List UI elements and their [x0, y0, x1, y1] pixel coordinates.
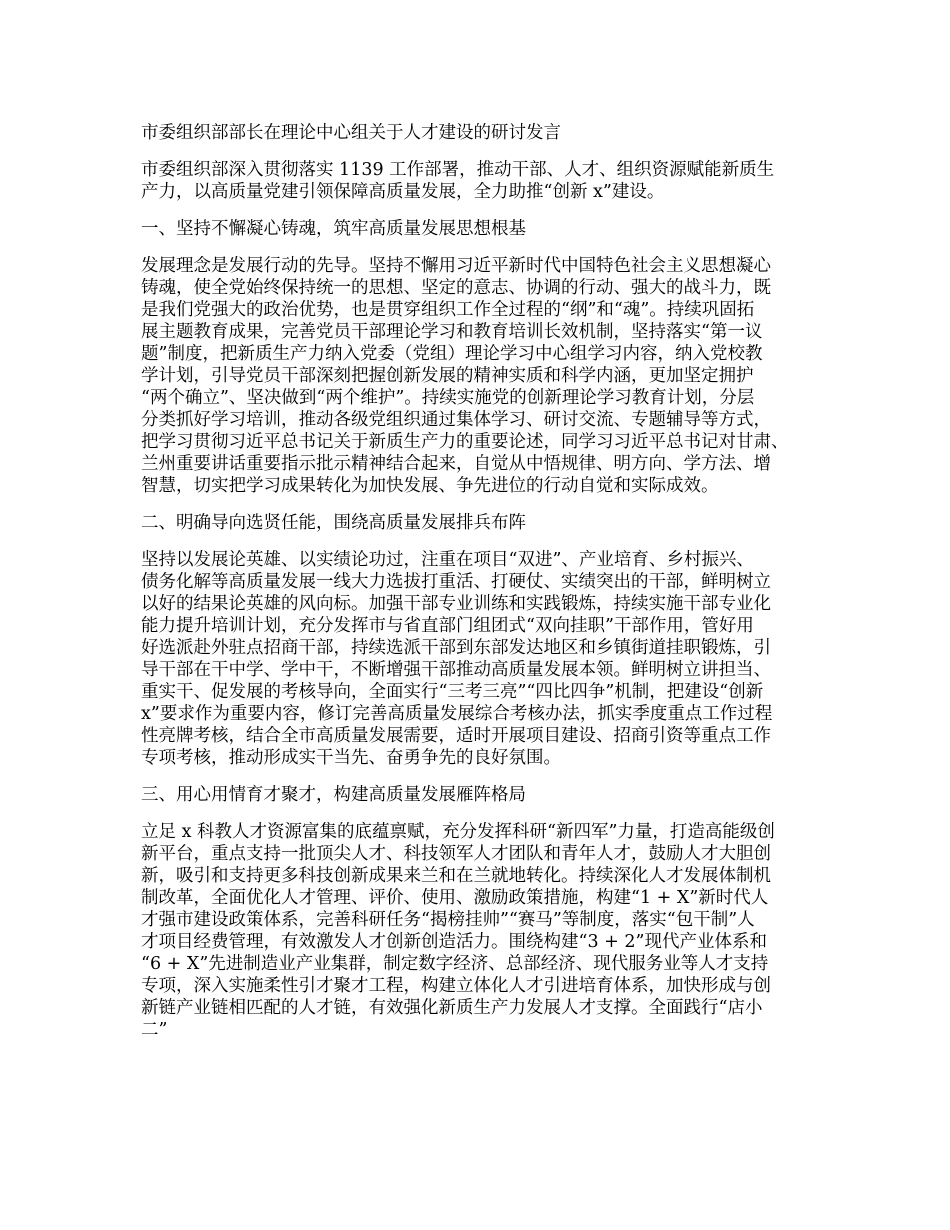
text-line: 以好的结果论英雄的风向标。加强干部专业训练和实践锻炼，持续实施干部专业化 [141, 594, 771, 614]
text-line: 性亮牌考核，结合全市高质量发展需要，适时开展项目建设、招商引资等重点工作 [141, 726, 771, 746]
text-line: 才项目经费管理，有效激发人才创新创造活力。围绕构建“3 + 2”现代产业体系和 [141, 932, 767, 952]
section-2-paragraph [141, 549, 813, 769]
text-line: 是我们党强大的政治优势，也是贯穿组织工作全过程的“纲”和“魂”。持续巩固拓 [141, 300, 755, 320]
text-line: 新链产业链相匹配的人才链，有效强化新质生产力发展人才支撑。全面践行“店小 [141, 998, 763, 1018]
text-line: 立足 x 科教人才资源富集的底蕴禀赋，充分发挥科研“新四军”力量，打造高能级创 [141, 822, 775, 842]
text-line: 重实干、促发展的考核导向，全面实行“三考三亮”“四比四争”机制，把建设“创新 [141, 682, 764, 702]
section-3-paragraph [141, 821, 813, 1041]
section-3-heading: 三、用心用情育才聚才，构建高质量发展雁阵格局 [141, 785, 526, 805]
text-line: 能力提升培训计划，充分发挥市与省直部门组团式“双向挂职”干部作用，管好用 [141, 616, 754, 636]
text-line: 铸魂，使全党始终保持统一的思想、坚定的意志、协调的行动、强大的战斗力，既 [141, 278, 771, 298]
text-line: 题”制度，把新质生产力纳入党委（党组）理论学习中心组学习内容，纳入党校教 [141, 344, 763, 364]
text-line: 二” [141, 1020, 168, 1040]
text-line: x”要求作为重要内容，修订完善高质量发展综合考核办法，抓实季度重点工作过程 [141, 704, 773, 724]
text-line: “两个确立”、坚决做到“两个维护”。持续实施党的创新理论学习教育计划，分层 [141, 388, 755, 408]
text-line: 把学习贯彻习近平总书记关于新质生产力的重要论述，同学习习近平总书记对甘肃、 [141, 432, 789, 452]
text-line: 新平台，重点支持一批顶尖人才、科技领军人才团队和青年人才，鼓励人才大胆创 [141, 844, 771, 864]
text-line: 导干部在干中学、学中干，不断增强干部推动高质量发展本领。鲜明树立讲担当、 [141, 660, 771, 680]
text-line: 发展理念是发展行动的先导。坚持不懈用习近平新时代中国特色社会主义思想凝心 [141, 256, 771, 276]
text-line: 制改革，全面优化人才管理、评价、使用、激励政策措施，构建“1 + X”新时代人 [141, 888, 769, 908]
document-title: 市委组织部部长在理论中心组关于人才建设的研讨发言 [141, 123, 561, 143]
text-line: 专项考核，推动形成实干当先、奋勇争先的良好氛围。 [141, 748, 561, 768]
text-line: 专项，深入实施柔性引才聚才工程，构建立体化人才引进培育体系，加快形成与创 [141, 976, 771, 996]
text-line: 好选派赴外驻点招商干部，持续选派干部到东部发达地区和乡镇街道挂职锻炼，引 [141, 638, 771, 658]
text-line: 智慧，切实把学习成果转化为加快发展、争先进位的行动自觉和实际成效。 [141, 476, 719, 496]
text-line: 学计划，引导党员干部深刻把握创新发展的精神实质和科学内涵，更加坚定拥护 [141, 366, 754, 386]
text-line: 分类抓好学习培训，推动各级党组织通过集体学习、研讨交流、专题辅导等方式， [141, 410, 771, 430]
text-line: 产力，以高质量党建引领保障高质量发展，全力助推“创新 x”建设。 [141, 182, 665, 202]
text-line: 展主题教育成果，完善党员干部理论学习和教育培训长效机制，坚持落实“第一议 [141, 322, 763, 342]
text-line: 才强市建设政策体系，完善科研任务“揭榜挂帅”“赛马”等制度，落实“包干制”人 [141, 910, 755, 930]
text-line: 市委组织部深入贯彻落实 1139 工作部署，推动干部、人才、组织资源赋能新质生 [141, 160, 775, 180]
section-1-paragraph [141, 255, 813, 497]
text-line: 坚持以发展论英雄、以实绩论功过，注重在项目“双进”、产业培育、乡村振兴、 [141, 550, 754, 570]
intro-paragraph [141, 159, 813, 203]
text-line: 新，吸引和支持更多科技创新成果来兰和在兰就地转化。持续深化人才发展体制机 [141, 866, 771, 886]
text-line: “6 + X”先进制造业产业集群，制定数字经济、总部经济、现代服务业等人才支持 [141, 954, 769, 974]
section-2-heading: 二、明确导向选贤任能，围绕高质量发展排兵布阵 [141, 513, 526, 533]
text-line: 债务化解等高质量发展一线大力选拔打重活、打硬仗、实绩突出的干部，鲜明树立 [141, 572, 771, 592]
document-page [141, 122, 813, 1056]
section-1-heading: 一、坚持不懈凝心铸魂，筑牢高质量发展思想根基 [141, 219, 526, 239]
text-line: 兰州重要讲话重要指示批示精神结合起来，自觉从中悟规律、明方向、学方法、增 [141, 454, 771, 474]
